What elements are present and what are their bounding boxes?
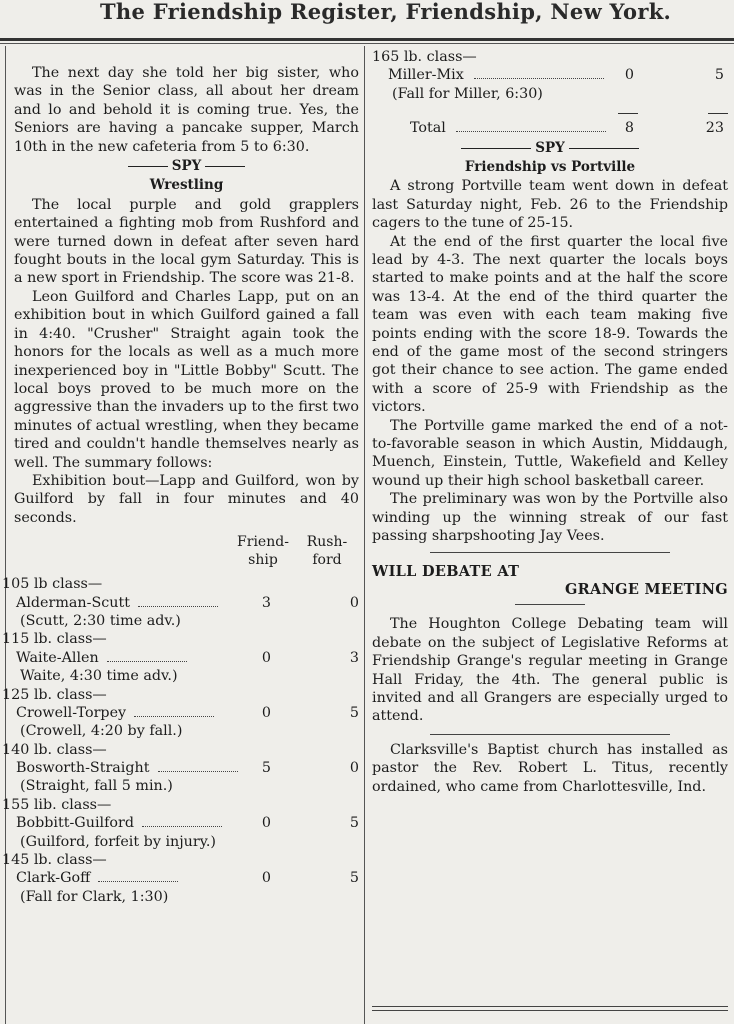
- spy-label: SPY: [171, 158, 202, 175]
- total-friendship: 8: [624, 120, 634, 137]
- bout-friendship-score: 0: [624, 67, 634, 84]
- right-column: [372, 48, 728, 796]
- portville-paragraph-3: The Portville game marked the end of a not-to-favorable season in which Austin, Middaugh, Muench, Einstein, Tuttle, Wakefield and Kelley wound up their high school basketball career.: [372, 417, 728, 489]
- bout-match-label: Clark-Goff: [16, 870, 91, 887]
- column-rule-middle: [364, 46, 365, 1024]
- debate-rule: [515, 604, 585, 605]
- portville-heading: Friendship vs Portville: [464, 158, 636, 175]
- bout-match-row: [16, 759, 359, 777]
- portville-paragraph-4: The preliminary was won by the Portville also winding up the winning streak of our fast passing sharpshooting Jay Vees.: [372, 491, 728, 545]
- bout-friendship-score: 0: [261, 815, 271, 832]
- total-rushford: 23: [705, 120, 724, 137]
- bout-match-row: [16, 704, 359, 722]
- bout-class: [372, 48, 728, 66]
- bout-friendship-score: 5: [261, 760, 271, 777]
- bout-match-row: [16, 869, 359, 887]
- church-paragraph: Clarksville's Baptist church has installed as pastor the Rev. Robert L. Titus, recently ordained, who came from Charlottesville, Ind.: [372, 741, 728, 795]
- bout-match-label: Crowell-Torpey: [16, 704, 127, 721]
- bout-note-text: (Straight, fall 5 min.): [20, 778, 173, 795]
- bout-rushford-score: 5: [349, 870, 359, 887]
- bout-match-label: Bobbitt-Guilford: [16, 815, 134, 832]
- friendship-header-line2: ship: [248, 552, 278, 569]
- bout-note-row: [20, 722, 359, 740]
- column-rule-left: [5, 46, 6, 1024]
- bout-match-label: Waite-Allen: [16, 649, 99, 666]
- left-column: [2, 48, 359, 906]
- bout-class-label: 165 lb. class—: [372, 49, 477, 65]
- bout-match-row: [16, 594, 359, 612]
- summary-table-header: [14, 533, 359, 569]
- bout-class-label: 140 lb. class—: [2, 741, 107, 758]
- bout-note-row: [20, 777, 359, 795]
- total-row: [410, 119, 728, 137]
- bout-rushford-score: 0: [349, 594, 359, 611]
- church-rule: [430, 734, 670, 735]
- bout-rushford-score: 3: [349, 649, 359, 666]
- total-rules: [372, 103, 728, 119]
- rushford-header-line1: Rush-: [306, 534, 348, 551]
- spy-divider: [14, 157, 359, 175]
- leader-dots: [107, 651, 187, 662]
- bout-match-label: Alderman-Scutt: [16, 594, 130, 611]
- bout-match-row: [16, 649, 359, 667]
- bout-class-row: [2, 686, 359, 704]
- bout-match-row: [16, 814, 359, 832]
- bout-match-label: Miller-Mix: [388, 67, 464, 84]
- friendship-header-line1: Friend-: [237, 534, 289, 551]
- bout-class-label: 155 lib. class—: [2, 796, 112, 813]
- debate-headline-2: GRANGE MEETING: [565, 580, 728, 598]
- bout-friendship-score: 0: [261, 870, 271, 887]
- bout-match-label: Bosworth-Straight: [16, 760, 150, 777]
- leader-dots: [158, 761, 238, 772]
- bout-rushford-score: 5: [349, 815, 359, 832]
- friendship-column-header: [231, 533, 295, 569]
- wrestling-paragraph-3: Exhibition bout—Lapp and Guilford, won by Guilford by fall in four minutes and 40 seconds.: [14, 472, 359, 526]
- bout-summary: [2, 575, 359, 906]
- bout-note-text: (Crowell, 4:20 by fall.): [20, 723, 183, 740]
- leader-dots: [138, 596, 218, 607]
- debate-headline-1: WILL DEBATE AT: [372, 562, 520, 580]
- bout-class-label: 125 lb. class—: [2, 686, 107, 703]
- bottom-rule-2: [372, 1010, 728, 1011]
- bout-class-row: [2, 575, 359, 593]
- bout-class-row: [2, 796, 359, 814]
- bout-match: [388, 66, 728, 84]
- bout-note-text: (Fall for Miller, 6:30): [392, 85, 543, 102]
- leader-dots: [142, 816, 222, 827]
- masthead-rule-thin: [0, 43, 734, 44]
- bout-rushford-score: 5: [714, 67, 724, 84]
- bout-class-label: 105 lb class—: [2, 576, 103, 593]
- leader-dots: [134, 706, 214, 717]
- bout-rushford-score: 0: [349, 760, 359, 777]
- debate-paragraph: The Houghton College Debating team will debate on the subject of Legislative Reforms at Friendship Grange's regular meeting in Grange Hall Friday, the 4th. The general public is invited and all Grangers are especially urged to attend.: [372, 616, 728, 725]
- masthead-title: The Friendship Register, Friendship, New York.: [100, 0, 672, 24]
- bottom-rule-1: [372, 1006, 728, 1007]
- portville-paragraph-2: At the end of the first quarter the local five lead by 4-3. The next quarter the locals boys started to make points and at the half the score was 13-4. At the end of the third quarter the team was even with each team making five points ending with the score 18-9. Towards the end of the game most of the second stringers got their chance to see action. The game ended with a score of 25-9 with Friendship as the victors.: [372, 233, 728, 416]
- bout-note-row: [20, 667, 359, 685]
- bout-friendship-score: 3: [261, 594, 271, 611]
- bout-note-row: [20, 888, 359, 906]
- bout-note: [392, 85, 728, 103]
- bout-class-row: [2, 851, 359, 869]
- bout-friendship-score: 0: [261, 649, 271, 666]
- bout-note-row: [20, 833, 359, 851]
- bout-note-text: (Fall for Clark, 1:30): [20, 888, 169, 905]
- bout-friendship-score: 0: [261, 704, 271, 721]
- bout-class-label: 145 lb. class—: [2, 852, 107, 869]
- leader-dots: [98, 871, 178, 882]
- bout-note-row: [20, 612, 359, 630]
- total-rule-1: [618, 113, 638, 114]
- spy-divider-right: [372, 139, 728, 157]
- wrestling-heading: Wrestling: [149, 177, 224, 194]
- bout-note-text: (Guilford, forfeit by injury.): [20, 833, 217, 850]
- rushford-header-line2: ford: [312, 552, 342, 569]
- bout-class-row: [2, 741, 359, 759]
- portville-paragraph-1: A strong Portville team went down in defeat last Saturday night, Feb. 26 to the Friendship cagers to the tune of 25-15.: [372, 178, 728, 232]
- bout-rushford-score: 5: [349, 704, 359, 721]
- masthead-rule: [0, 38, 734, 41]
- bout-class-label: 115 lb. class—: [2, 631, 107, 648]
- total-rule-2: [708, 113, 728, 114]
- spy-label-right: SPY: [535, 139, 565, 156]
- bout-class-row: [2, 630, 359, 648]
- intro-paragraph: The next day she told her big sister, who was in the Senior class, all about her dream and lo and behold it is coming true. Yes, the Seniors are having a pancake supper, March 10th in the new cafeteria from 5 to 6:30.: [14, 65, 359, 155]
- bout-note-text: (Scutt, 2:30 time adv.): [20, 612, 181, 629]
- total-label: Total: [410, 120, 446, 137]
- wrestling-paragraph-1: The local purple and gold grapplers entertained a fighting mob from Rushford and were turned down in defeat after seven hard fought bouts in the local gym Saturday. This is a new sport in Friendship. The score was 21-8.: [14, 196, 359, 287]
- wrestling-paragraph-2: Leon Guilford and Charles Lapp, put on an exhibition bout in which Guilford gained a fall in 4:40. "Crusher" Straight again took the honors for the locals as well as a much more inexperienced boy in "Little Bobby" Scutt. The local boys proved to be much more on the aggressive than the invaders up to the first two minutes of actual wrestling, when they became tired and couldn't handle themselves nearly as well. The summary follows:: [14, 288, 359, 471]
- bout-note-text: Waite, 4:30 time adv.): [20, 668, 178, 685]
- rushford-column-header: [295, 533, 359, 569]
